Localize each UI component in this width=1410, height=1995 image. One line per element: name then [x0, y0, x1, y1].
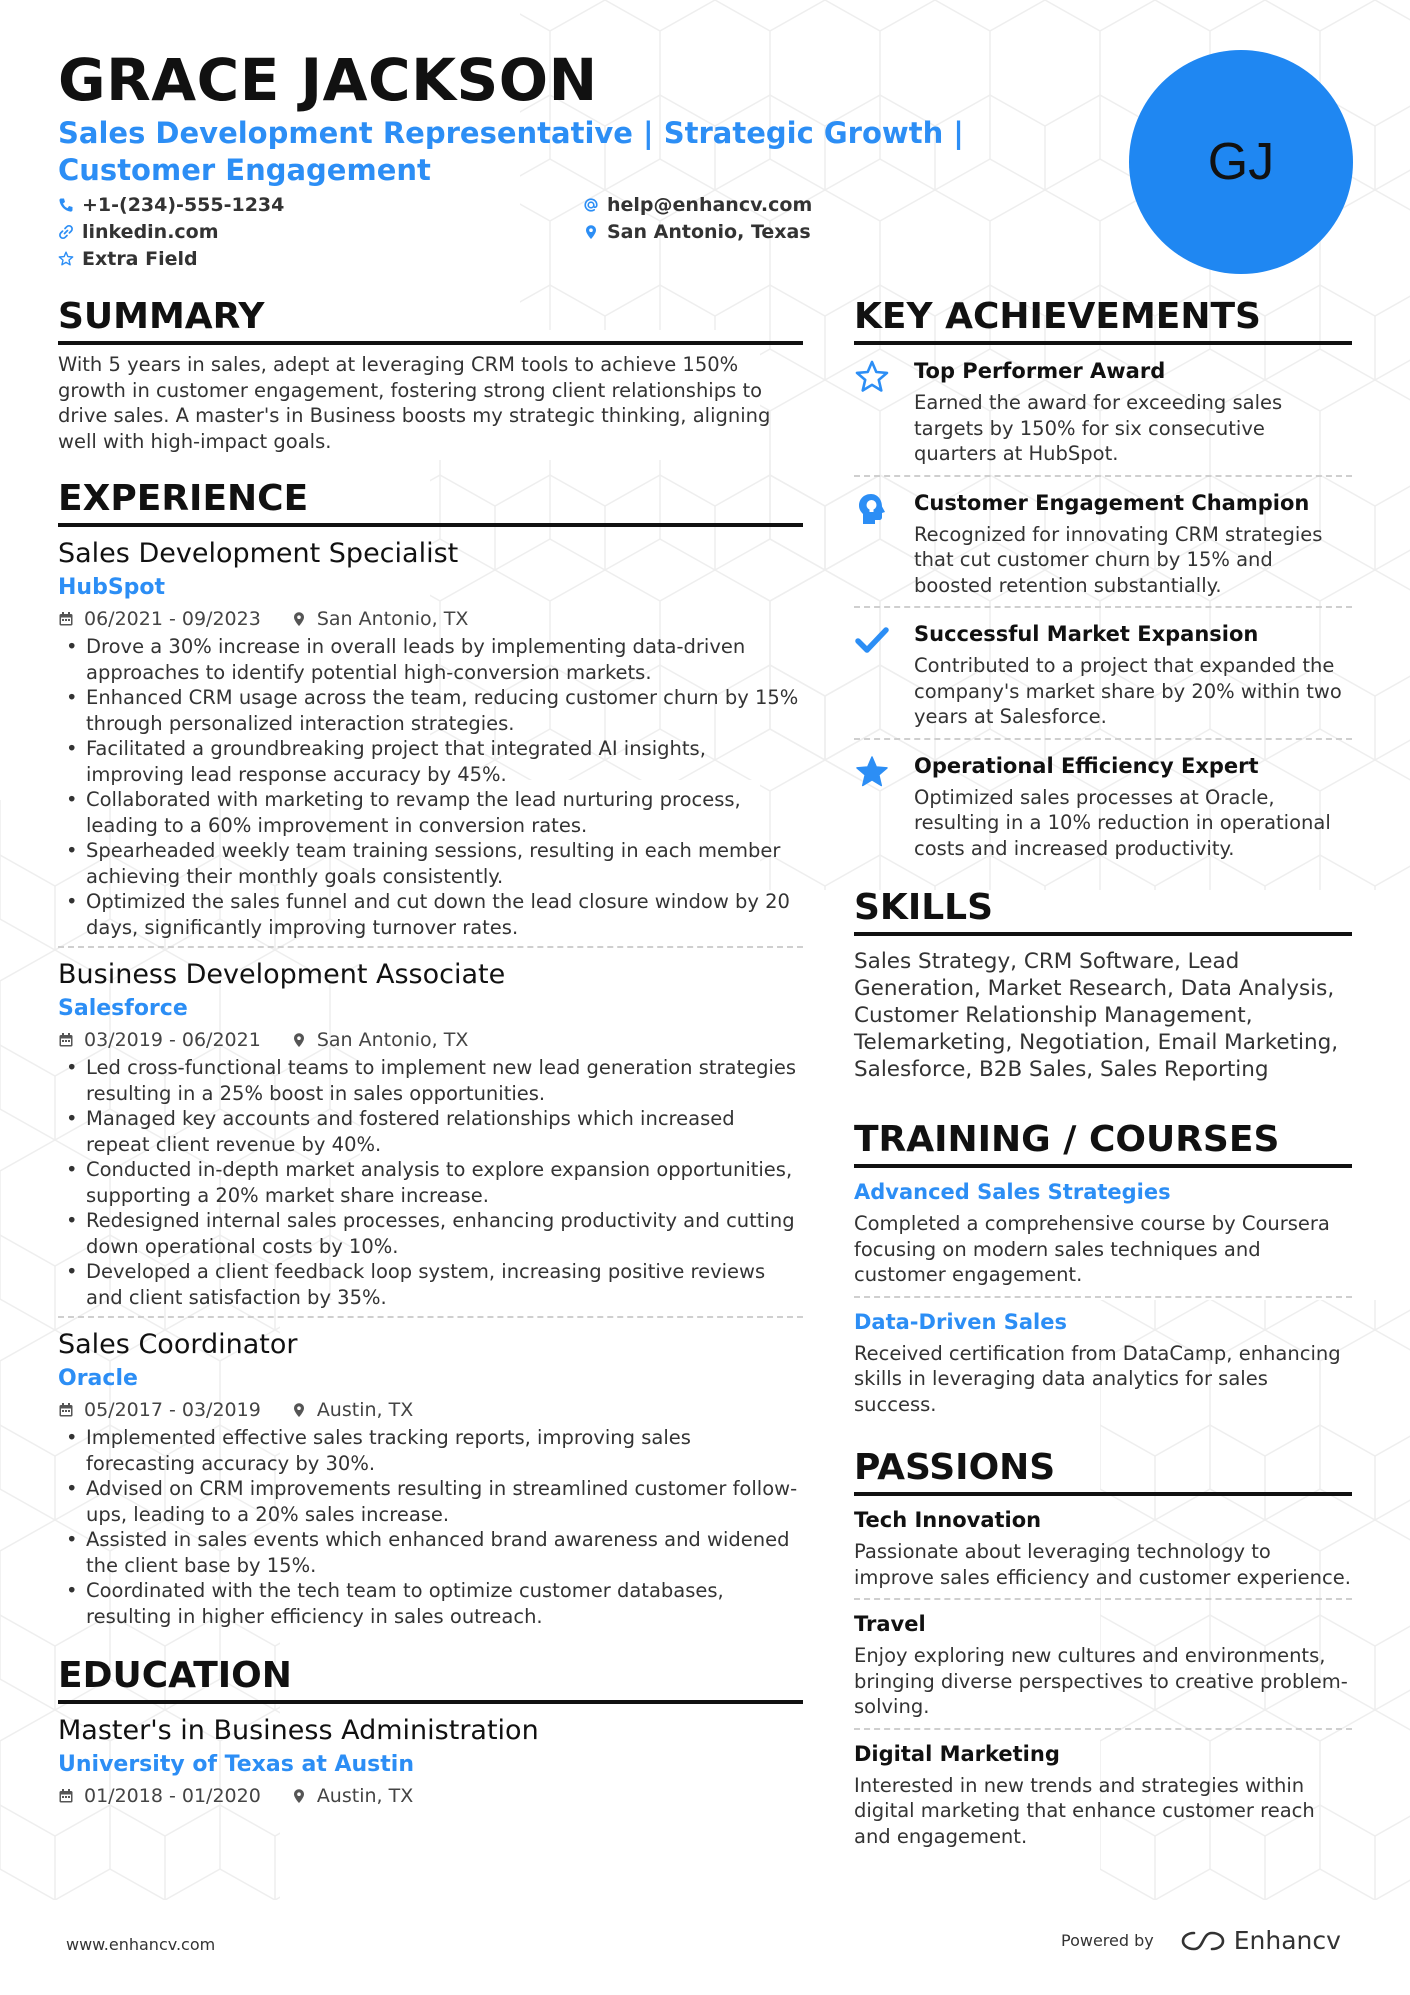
job-location-text: San Antonio, TX — [316, 1029, 469, 1051]
job-dates — [58, 1397, 261, 1423]
phone-icon — [58, 197, 74, 213]
job-bullet: • Managed key accounts and fostered relationships which increased repeat client revenue by 40%. — [58, 1106, 803, 1157]
job-location — [291, 1027, 469, 1053]
achievement-divider — [854, 606, 1352, 608]
job-bullet: • Conducted in-depth market analysis to explore expansion opportunities, supporting a 20% market share increase. — [58, 1157, 803, 1208]
candidate-headline: Sales Development Representative | Strategic Growth | Customer Engagement — [58, 116, 964, 187]
achievement-text: Recognized for innovating CRM strategies that cut customer churn by 15% and boosted retention substantially. — [914, 522, 1323, 597]
enhancv-logo-icon — [1180, 1928, 1226, 1954]
job-bullet: • Led cross-functional teams to implement new lead generation strategies resulting in a 25% boost in sales opportunities. — [58, 1055, 803, 1106]
extra-field-text: Extra Field — [82, 248, 198, 270]
job-bullet: • Drove a 30% increase in overall leads by implementing data-driven approaches to identify potential high-conversion markets. — [58, 634, 803, 685]
achievement-text: Optimized sales processes at Oracle, resulting in a 10% reduction in operational costs and increased productivity. — [914, 785, 1331, 860]
head-bulb-icon — [854, 491, 890, 527]
at-icon — [583, 197, 599, 213]
phone-text: +1-(234)-555-1234 — [82, 194, 285, 216]
experience-entry — [58, 1328, 803, 1629]
job-meta — [58, 1027, 803, 1053]
location-pin-icon — [291, 1402, 307, 1418]
link-icon — [58, 224, 74, 240]
right-column — [854, 296, 1352, 1849]
achievements-heading: KEY ACHIEVEMENTS — [854, 296, 1352, 345]
contact-extra-field — [58, 247, 198, 271]
course-text: Received certification from DataCamp, enhancing skills in leveraging data analytics for sales success. — [854, 1341, 1341, 1416]
course-title[interactable]: Data-Driven Sales — [854, 1309, 1067, 1334]
achievement-title: Operational Efficiency Expert — [914, 753, 1259, 778]
passion-text: Passionate about leveraging technology to improve sales efficiency and customer experience. — [854, 1540, 1351, 1589]
avatar-initials: GJ — [1207, 133, 1275, 191]
location-pin-icon — [291, 1032, 307, 1048]
job-bullet: • Advised on CRM improvements resulting in streamlined customer follow-ups, leading to a 20% sales increase. — [58, 1476, 803, 1527]
contact-email[interactable] — [583, 193, 812, 217]
job-bullet: • Optimized the sales funnel and cut down the lead closure window by 20 days, significantly improving turnover rates. — [58, 889, 803, 940]
course-text: Completed a comprehensive course by Coursera focusing on modern sales techniques and customer engagement. — [854, 1212, 1330, 1286]
job-meta — [58, 606, 803, 632]
location-pin-icon — [291, 611, 307, 627]
course-divider — [854, 1296, 1352, 1298]
passion-title: Travel — [854, 1612, 926, 1636]
entry-divider — [58, 946, 803, 948]
achievement-divider — [854, 738, 1352, 740]
job-dates-text: 06/2021 - 09/2023 — [84, 608, 261, 630]
experience-heading: EXPERIENCE — [58, 478, 803, 527]
achievement-item — [854, 620, 1352, 730]
education-dates-text: 01/2018 - 01/2020 — [84, 1785, 261, 1807]
job-role: Business Development Associate — [58, 959, 506, 990]
footer-branding — [1061, 1926, 1341, 1955]
job-company[interactable]: Oracle — [58, 1366, 138, 1391]
experience-entry — [58, 537, 803, 948]
job-bullet: • Enhanced CRM usage across the team, reducing customer churn by 15% through personalized interaction strategies. — [58, 685, 803, 736]
job-bullet: • Developed a client feedback loop system, increasing positive reviews and client satisfaction by 35%. — [58, 1259, 803, 1310]
calendar-icon — [58, 611, 74, 627]
star-filled-icon — [854, 754, 890, 790]
passion-divider — [854, 1598, 1352, 1600]
course-item — [854, 1308, 1352, 1418]
job-location-text: San Antonio, TX — [316, 608, 469, 630]
location-text: San Antonio, Texas — [607, 221, 811, 243]
experience-entry — [58, 958, 803, 1318]
achievement-divider — [854, 475, 1352, 477]
achievement-item — [854, 489, 1352, 599]
email-text: help@enhancv.com — [607, 194, 813, 216]
degree: Master's in Business Administration — [58, 1715, 539, 1746]
education-heading: EDUCATION — [58, 1655, 803, 1704]
job-dates-text: 05/2017 - 03/2019 — [84, 1399, 261, 1421]
calendar-icon — [58, 1788, 74, 1804]
job-bullet: • Implemented effective sales tracking reports, improving sales forecasting accuracy by 30%. — [58, 1425, 803, 1476]
location-pin-icon — [583, 224, 599, 240]
contact-phone[interactable] — [58, 193, 284, 217]
brand-name: Enhancv — [1233, 1926, 1341, 1955]
school[interactable]: University of Texas at Austin — [58, 1752, 414, 1777]
passion-item — [854, 1740, 1352, 1850]
passion-item — [854, 1506, 1352, 1590]
education-dates — [58, 1783, 261, 1809]
skills-list: Sales Strategy, CRM Software, Lead Generation, Market Research, Data Analysis, Customer Relationship Management, Telemarketing, Negotiation, Email Marketing, Salesforce, B2B Sales, Sales Reporting — [854, 949, 1339, 1082]
achievement-text: Contributed to a project that expanded the company's market share by 20% within two years at Salesforce. — [914, 654, 1342, 728]
course-title[interactable]: Advanced Sales Strategies — [854, 1180, 1171, 1204]
passion-text: Enjoy exploring new cultures and environments, bringing diverse perspectives to creative problem-solving. — [854, 1644, 1348, 1718]
achievement-item — [854, 752, 1352, 862]
entry-divider — [58, 1316, 803, 1318]
education-location — [291, 1783, 413, 1809]
job-bullets — [58, 1055, 803, 1310]
achievement-title: Successful Market Expansion — [914, 622, 1259, 646]
job-dates-text: 03/2019 - 06/2021 — [84, 1029, 261, 1051]
achievement-text: Earned the award for exceeding sales targets by 150% for six consecutive quarters at HubSpot. — [914, 391, 1283, 465]
job-meta — [58, 1397, 803, 1423]
training-heading: TRAINING / COURSES — [854, 1119, 1352, 1168]
job-role: Sales Development Specialist — [58, 538, 459, 569]
left-column — [58, 296, 803, 1809]
star-outline-icon — [854, 359, 890, 395]
checkmark-icon — [854, 622, 890, 658]
passion-divider — [854, 1728, 1352, 1730]
calendar-icon — [58, 1402, 74, 1418]
powered-by-text: Powered by — [1061, 1931, 1154, 1950]
job-company[interactable]: Salesforce — [58, 996, 188, 1021]
job-location — [291, 606, 469, 632]
star-icon — [58, 251, 74, 267]
job-bullets — [58, 634, 803, 940]
job-role: Sales Coordinator — [58, 1329, 298, 1360]
job-bullet: • Coordinated with the tech team to optimize customer databases, resulting in higher efficiency in sales outreach. — [58, 1578, 803, 1629]
job-location-text: Austin, TX — [316, 1399, 414, 1421]
avatar — [1129, 50, 1353, 274]
location-pin-icon — [291, 1788, 307, 1804]
passion-title: Tech Innovation — [854, 1508, 1042, 1532]
achievement-title: Customer Engagement Champion — [914, 490, 1310, 515]
job-bullet: • Collaborated with marketing to revamp the lead nurturing process, leading to a 60% improvement in conversion rates. — [58, 787, 803, 838]
passions-heading: PASSIONS — [854, 1447, 1352, 1496]
footer-website[interactable]: www.enhancv.com — [66, 1935, 216, 1954]
education-entry — [58, 1714, 803, 1809]
calendar-icon — [58, 1032, 74, 1048]
job-company[interactable]: HubSpot — [58, 575, 166, 600]
skills-heading: SKILLS — [854, 887, 1352, 936]
job-bullets — [58, 1425, 803, 1629]
education-location-text: Austin, TX — [316, 1785, 414, 1807]
education-meta — [58, 1783, 803, 1809]
job-bullet: • Assisted in sales events which enhanced brand awareness and widened the client base by 15%. — [58, 1527, 803, 1578]
passion-item — [854, 1610, 1352, 1720]
job-bullet: • Spearheaded weekly team training sessions, resulting in each member achieving their monthly goals consistently. — [58, 838, 803, 889]
summary-text: With 5 years in sales, adept at leveraging CRM tools to achieve 150% growth in customer engagement, fostering strong client relationships to drive sales. A master's in Business boosts my strategic thinking, aligning well with high-impact goals. — [58, 353, 771, 453]
linkedin-text: linkedin.com — [82, 221, 219, 243]
passion-text: Interested in new trends and strategies within digital marketing that enhance customer reach and engagement. — [854, 1773, 1315, 1848]
summary-heading: SUMMARY — [58, 296, 803, 345]
job-dates — [58, 1027, 261, 1053]
job-dates — [58, 606, 261, 632]
achievement-title: Top Performer Award — [914, 359, 1166, 383]
candidate-name: GRACE JACKSON — [58, 46, 598, 114]
contact-location — [583, 220, 811, 244]
job-bullet: • Facilitated a groundbreaking project that integrated AI insights, improving lead response accuracy by 45%. — [58, 736, 803, 787]
achievement-item — [854, 357, 1352, 467]
job-location — [291, 1397, 413, 1423]
course-item — [854, 1178, 1352, 1288]
contact-linkedin[interactable] — [58, 220, 219, 244]
job-bullet: • Redesigned internal sales processes, enhancing productivity and cutting down operational costs by 10%. — [58, 1208, 803, 1259]
enhancv-logo[interactable] — [1180, 1926, 1341, 1955]
passion-title: Digital Marketing — [854, 1741, 1060, 1766]
